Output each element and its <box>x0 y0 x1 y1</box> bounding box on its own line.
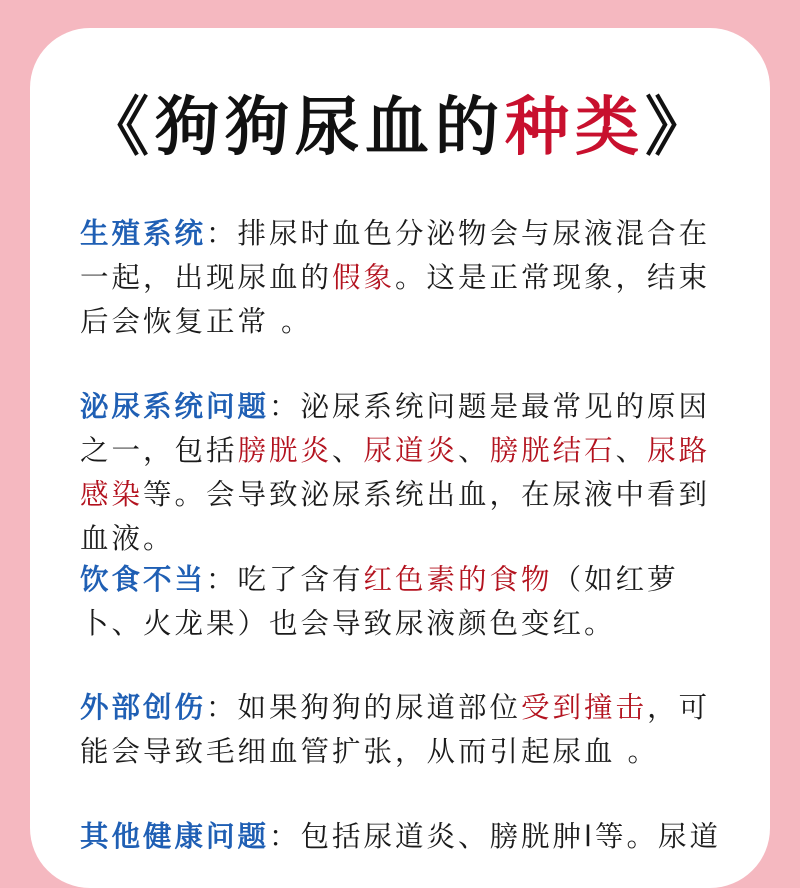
section-heading: 生殖系统 <box>80 217 207 250</box>
section-other-health-issues <box>80 815 725 859</box>
section-reproductive-system <box>80 212 725 344</box>
section-text: 、 <box>332 434 364 467</box>
highlight-text: 尿路感染 <box>80 434 711 511</box>
highlight-text: 尿道炎 <box>363 434 459 467</box>
heading-separator: ： <box>269 820 301 853</box>
section-heading: 外部创伤 <box>80 691 207 724</box>
highlight-text: 膀胱结石 <box>489 434 616 467</box>
section-text: 、 <box>458 434 490 467</box>
section-text: ，可能会导致毛细血管扩张，从而引起尿血 。 <box>80 691 711 768</box>
section-heading: 其他健康问题 <box>80 820 270 853</box>
section-text: 如果狗狗的尿道部位 <box>237 691 522 724</box>
highlight-text: 膀胱炎 <box>237 434 333 467</box>
section-text: 泌尿系统问题是最常见的原因之一，包括 <box>80 390 711 467</box>
heading-separator: ： <box>206 563 238 596</box>
section-heading: 饮食不当 <box>80 563 207 596</box>
section-text: 吃了含有 <box>237 563 364 596</box>
section-text: 。这是正常现象，结束后会恢复正常 。 <box>80 261 711 338</box>
title-suffix: 》 <box>645 91 715 165</box>
highlight-text: 受到撞击 <box>521 691 648 724</box>
title-prefix: 《狗狗尿血的 <box>85 91 505 165</box>
heading-separator: ： <box>206 217 238 250</box>
highlight-text: 红色素的食物 <box>363 563 553 596</box>
title-accent: 种类 <box>505 91 645 165</box>
section-text: 、 <box>615 434 648 467</box>
section-heading: 泌尿系统问题 <box>80 390 270 423</box>
section-text: 等。会导致泌尿系统出血，在尿液中看到血液。 <box>80 478 711 555</box>
section-text: （如红萝卜、火龙果）也会导致尿液颜色变红。 <box>80 563 679 640</box>
section-external-trauma <box>80 686 725 774</box>
section-text: 排尿时血色分泌物会与尿液混合在一起，出现尿血的 <box>80 217 711 294</box>
heading-separator: ： <box>269 390 301 423</box>
section-urinary-system <box>80 385 725 561</box>
heading-separator: ： <box>206 691 238 724</box>
highlight-text: 假象 <box>332 261 396 294</box>
section-improper-diet <box>80 558 725 646</box>
page-title <box>0 92 800 164</box>
section-text: 包括尿道炎、膀胱肿l等。尿道 <box>300 820 721 853</box>
